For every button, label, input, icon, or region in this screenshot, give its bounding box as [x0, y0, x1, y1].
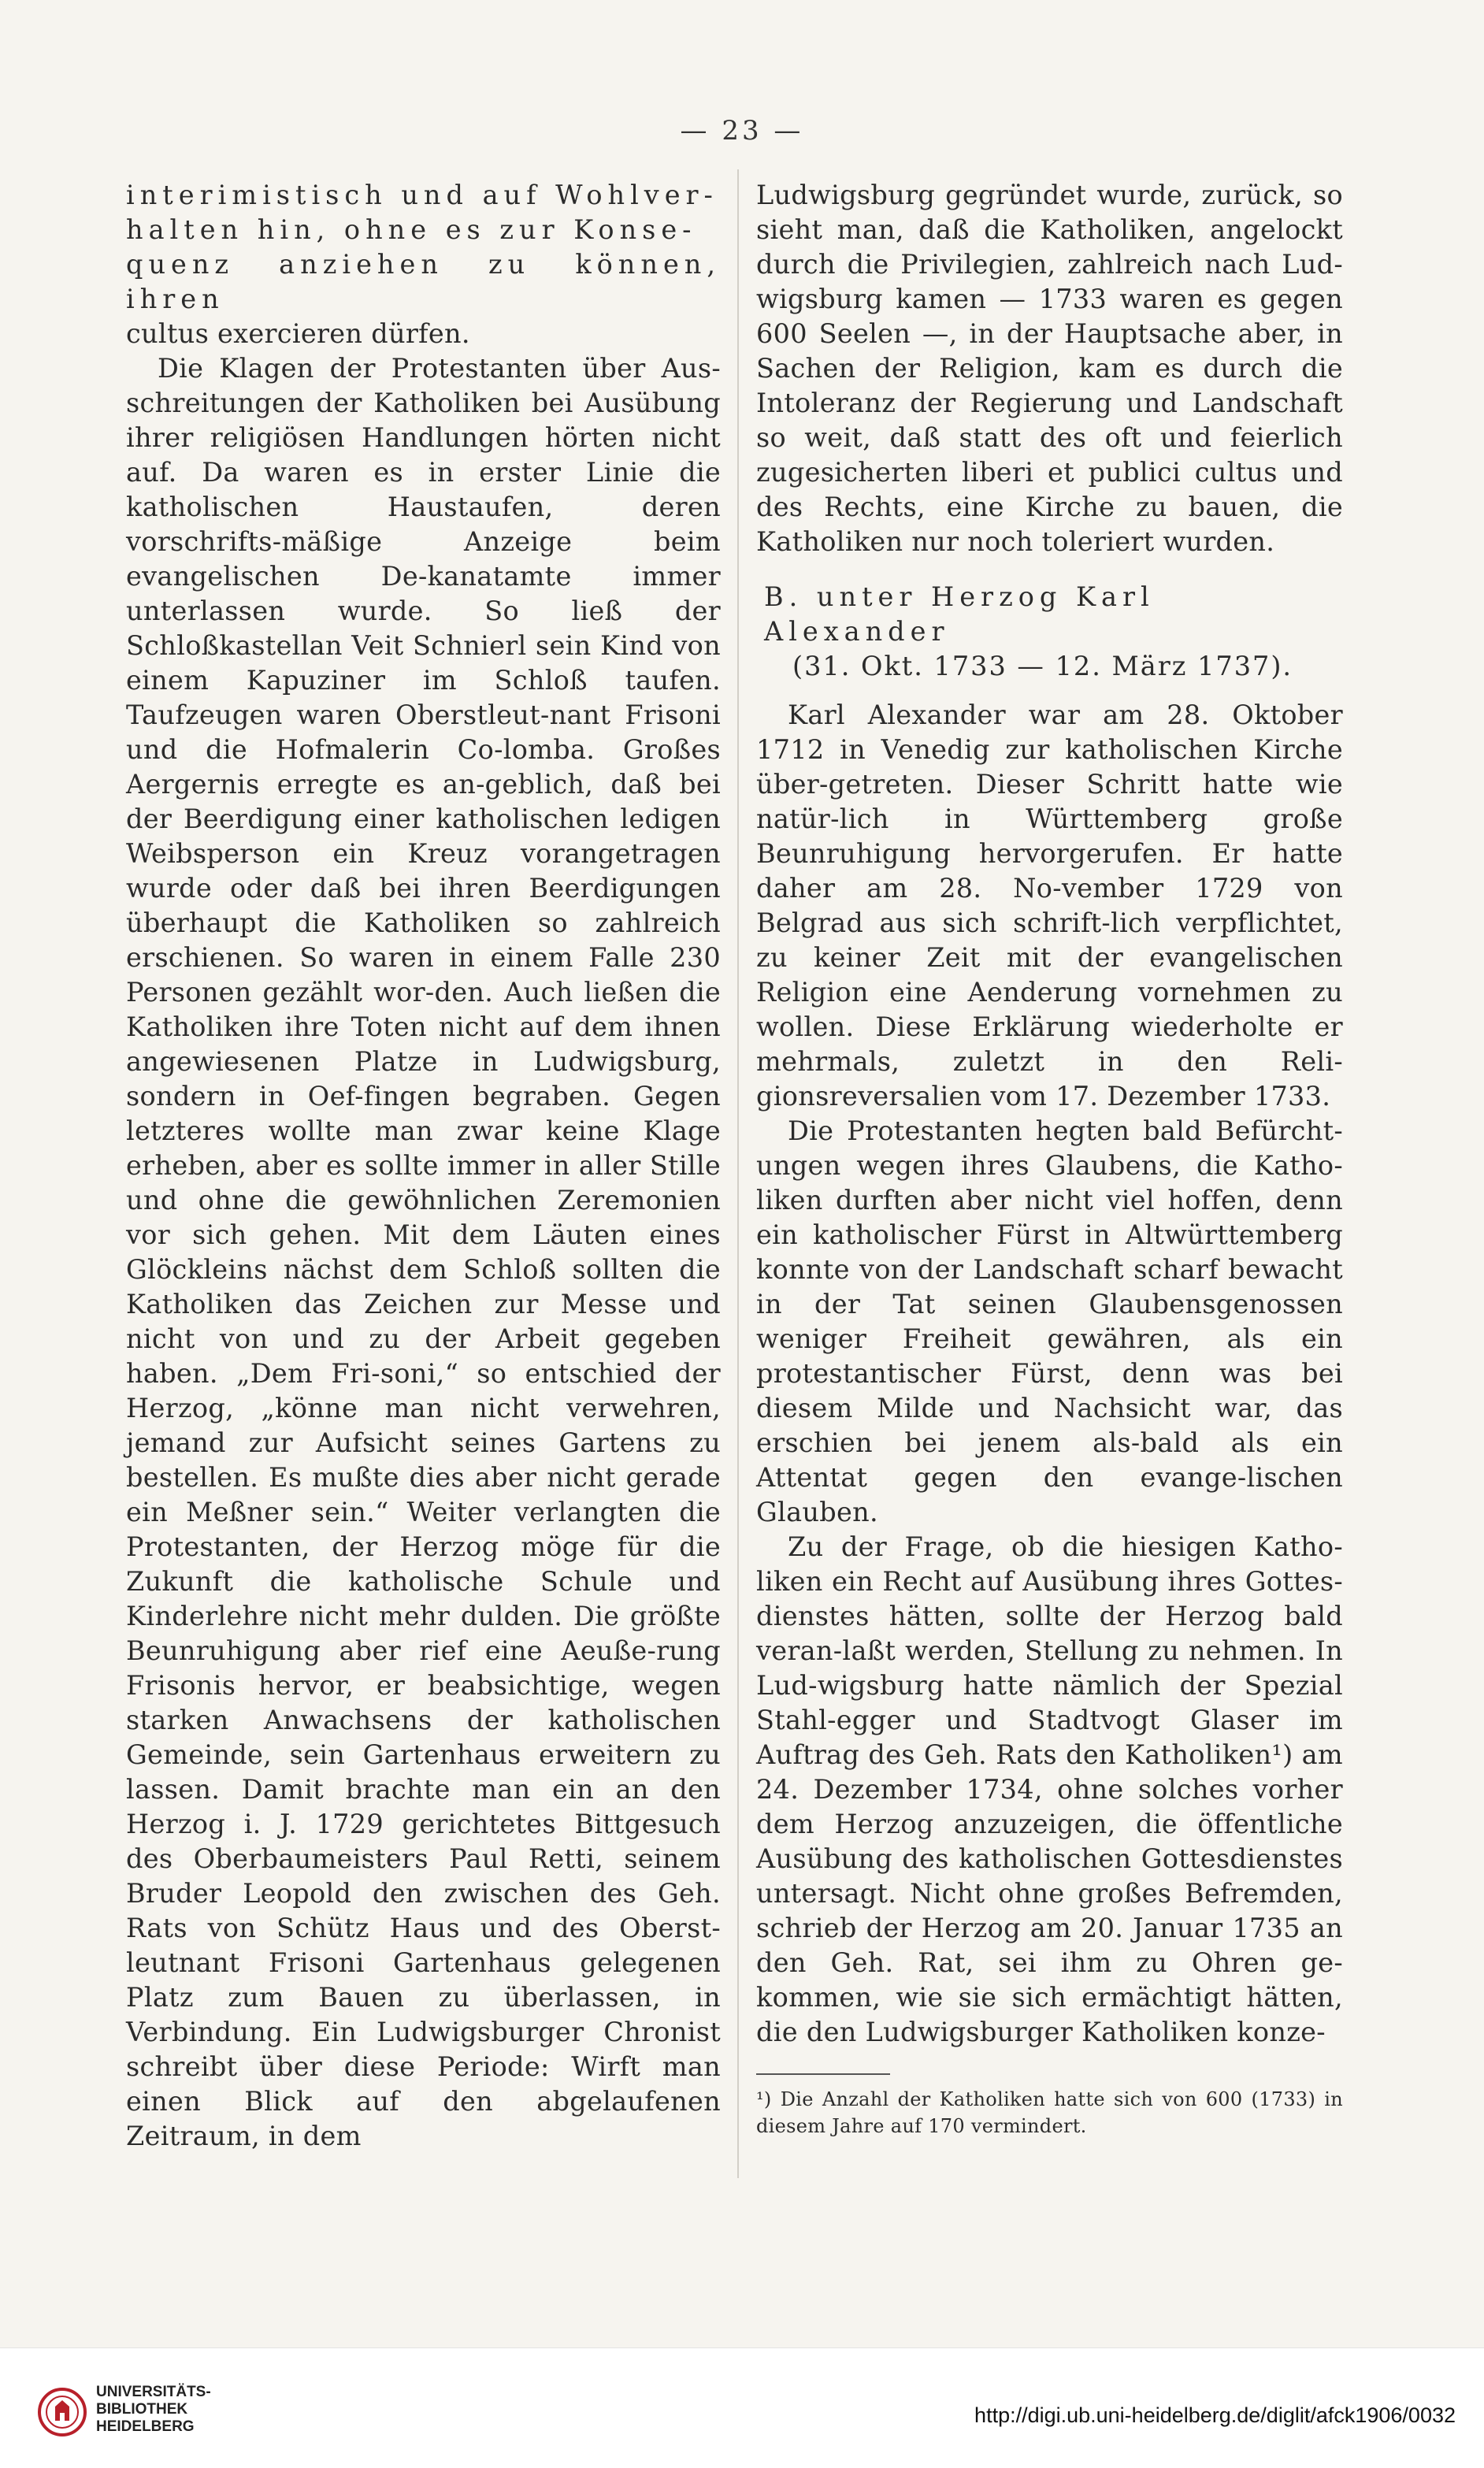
- library-name-line: HEIDELBERG: [96, 2418, 195, 2435]
- left-paragraph: interimistisch und auf Wohlver-: [126, 180, 718, 210]
- left-paragraph: halten hin, ohne es zur Konse-: [126, 214, 697, 245]
- university-seal-icon: [38, 2388, 87, 2436]
- library-name-line: UNIVERSITÄTS-: [96, 2384, 211, 2400]
- section-heading-title: B. unter Herzog Karl Alexander: [764, 581, 1155, 647]
- left-paragraph: cultus exercieren dürfen.: [126, 318, 470, 349]
- left-column: [126, 178, 721, 2154]
- column-divider: [737, 169, 739, 2178]
- right-column: [756, 178, 1343, 2140]
- document-url-link[interactable]: http://digi.ub.uni-heidelberg.de/diglit/afck1906/0032: [974, 2403, 1456, 2427]
- section-heading-dates: (31. Okt. 1733 — 12. März 1737).: [792, 651, 1293, 681]
- left-paragraph: quenz anziehen zu können, ihren: [126, 249, 721, 314]
- footnote-rule: [756, 2073, 890, 2075]
- left-paragraph: Die Klagen der Protestanten über Aus-schreitungen der Katholiken bei Ausübung ihrer religiösen Handlungen hörten nicht auf. Da waren es in erster Linie die katholischen Haustaufen, deren vorschrifts-mäßige Anzeige beim evangelischen De-kanatamte immer unterlassen wurde. So ließ der Schloßkastellan Veit Schnierl sein Kind von einem Kapuziner im Schloß taufen. Taufzeugen waren Oberstleut-nant Frisoni und die Hofmalerin Co-lomba. Großes Aergernis erregte es an-geblich, daß bei der Beerdigung einer katholischen ledigen Weibsperson ein Kreuz vorangetragen wurde oder daß bei ihren Beerdigungen überhaupt die Katholiken so zahlreich erschienen. So waren in einem Falle 230 Personen gezählt wor-den. Auch ließen die Katholiken ihre Toten nicht auf dem ihnen angewiesenen Platze in Ludwigsburg, sondern in Oef-fingen begraben. Gegen letzteres wollte man zwar keine Klage erheben, aber es sollte immer in aller Stille und ohne die gewöhnlichen Zeremonien vor sich gehen. Mit dem Läuten eines Glöckleins nächst dem Schloß sollten die Katholiken das Zeichen zur Messe und nicht von und zu der Arbeit gegeben haben. „Dem Fri-soni,“ so entschied der Herzog, „könne man nicht verwehren, jemand zur Aufsicht seines Gartens zu bestellen. Es mußte dies aber nicht gerade ein Meßner sein.“ Weiter verlangten die Protestanten, der Herzog möge für die Zukunft die katholische Schule und Kinderlehre nicht mehr dulden. Die größte Beunruhigung aber rief eine Aeuße-rung Frisonis hervor, er beabsichtige, wegen starken Anwachsens der katholischen Gemeinde, sein Gartenhaus erweitern zu lassen. Damit brachte man ein an den Herzog i. J. 1729 gerichtetes Bittgesuch des Oberbaumeisters Paul Retti, seinem Bruder Leopold den zwischen des Geh. Rats von Schütz Haus und des Oberst-leutnant Frisoni Gartenhaus gelegenen Platz zum Bauen zu überlassen, in Verbindung. Ein Ludwigsburger Chronist schreibt über diese Periode: Wirft man einen Blick auf den abgelaufenen Zeitraum, in dem: [126, 353, 721, 2151]
- library-name-line: BIBLIOTHEK: [96, 2401, 188, 2418]
- right-paragraph: Ludwigsburg gegründet wurde, zurück, so sieht man, daß die Katholiken, angelockt durch die Privilegien, zahlreich nach Lud-wigsburg kamen — 1733 waren es gegen 600 Seelen —, in der Hauptsache aber, in Sachen der Religion, kam es durch die Intoleranz der Regierung und Landschaft so weit, daß statt des oft und feierlich zugesicherten liberi et publici cultus und des Rechts, eine Kirche zu bauen, die Katholiken nur noch toleriert wurden.: [756, 180, 1343, 557]
- right-paragraph: Karl Alexander war am 28. Oktober 1712 in Venedig zur katholischen Kirche über-getreten. Dieser Schritt hatte wie natür-lich in Württemberg große Beunruhigung hervorgerufen. Er hatte daher am 28. No-vember 1729 von Belgrad aus sich schrift-lich verpflichtet, zu keiner Zeit mit der evangelischen Religion eine Aenderung vornehmen zu wollen. Diese Erklärung wiederholte er mehrmals, zuletzt in den Reli-gionsreversalien vom 17. Dezember 1733.: [756, 700, 1343, 1112]
- right-paragraph: Die Protestanten hegten bald Befürcht-ungen wegen ihres Glaubens, die Katho-liken durften aber nicht viel hoffen, denn ein katholischer Fürst in Altwürttemberg konnte von der Landschaft scharf bewacht in der Tat seinen Glaubensgenossen weniger Freiheit gewähren, als ein protestantischer Fürst, denn was bei diesem Milde und Nachsicht war, das erschien bei jenem als-bald als ein Attentat gegen den evange-lischen Glauben.: [756, 1115, 1343, 1527]
- section-heading: [756, 580, 1343, 684]
- library-name: [96, 2384, 211, 2436]
- right-paragraph: Zu der Frage, ob die hiesigen Katho-liken ein Recht auf Ausübung ihres Gottes-dienstes hätten, sollte der Herzog bald veran-laßt werden, Stellung zu nehmen. In Lud-wigsburg hatte nämlich der Spezial Stahl-egger und Stadtvogt Glaser im Auftrag des Geh. Rats den Katholiken¹) am 24. Dezember 1734, ohne solches vorher dem Herzog anzuzeigen, die öffentliche Ausübung des katholischen Gottesdienstes untersagt. Nicht ohne großes Befremden, schrieb der Herzog am 20. Januar 1735 an den Geh. Rat, sei ihm zu Ohren ge-kommen, wie sie sich ermächtigt hätten, die den Ludwigsburger Katholiken konze-: [756, 1531, 1343, 2047]
- footnote: ¹) Die Anzahl der Katholiken hatte sich von 600 (1733) in diesem Jahre auf 170 vermindert.: [756, 2088, 1343, 2137]
- library-footer: [0, 2347, 1484, 2468]
- page-number: — 23 —: [680, 115, 804, 147]
